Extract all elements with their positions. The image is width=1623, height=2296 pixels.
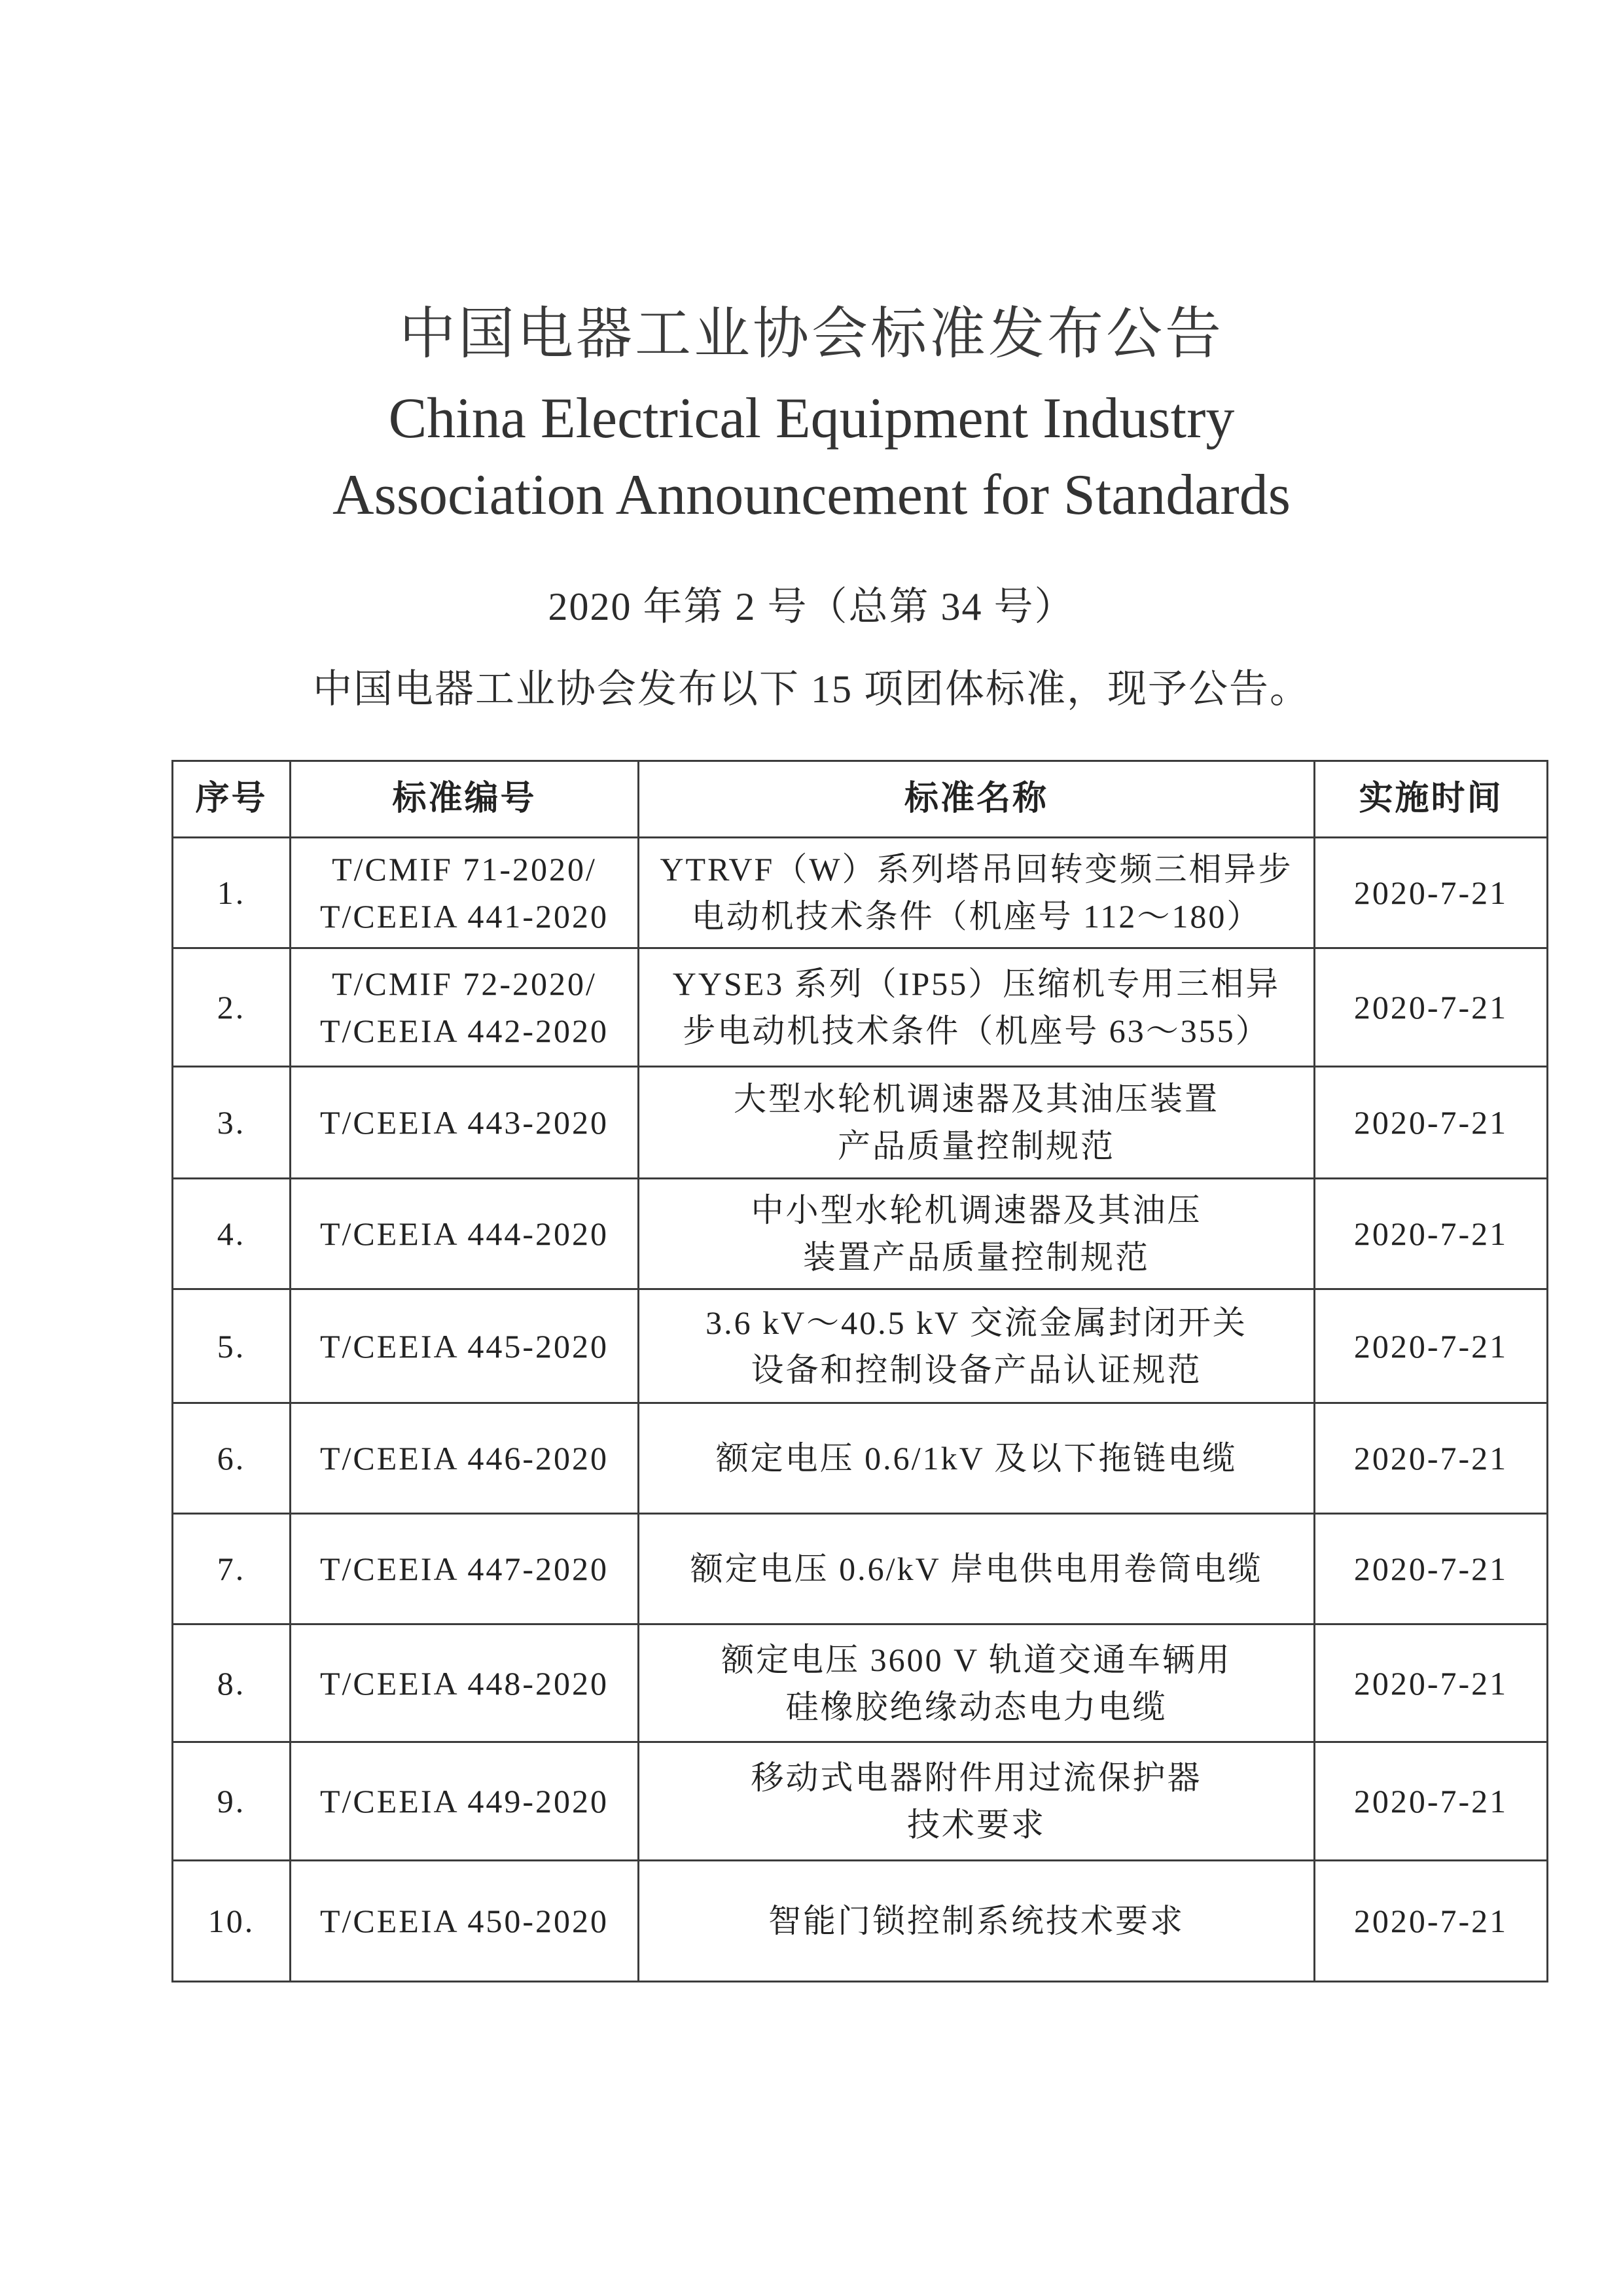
cell-name <box>639 1624 1315 1742</box>
cell-name <box>639 948 1315 1067</box>
cell-index: 1. <box>173 838 291 948</box>
cell-code <box>291 948 639 1067</box>
name-line: YYSE3 系列（IP55）压缩机专用三相异 <box>672 965 1281 1002</box>
table-row <box>173 1861 1548 1982</box>
cell-code <box>291 1289 639 1403</box>
code-line: T/CEEIA 447-2020 <box>319 1551 609 1587</box>
cell-code <box>291 1514 639 1624</box>
name-line: YTRVF（W）系列塔吊回转变频三相异步 <box>660 851 1293 888</box>
cell-code <box>291 1403 639 1514</box>
name-line: 移动式电器附件用过流保护器 <box>751 1759 1202 1796</box>
name-line: 硅橡胶绝缘动态电力电缆 <box>785 1688 1168 1725</box>
name-line: 大型水轮机调速器及其油压装置 <box>734 1081 1219 1117</box>
intro-text: 中国电器工业协会发布以下 15 项团体标准，现予公告。 <box>313 668 1310 711</box>
cell-date: 2020-7-21 <box>1315 838 1548 948</box>
cell-name <box>639 1179 1315 1289</box>
cell-code <box>291 838 639 948</box>
header-code: 标准编号 <box>291 761 639 838</box>
code-line: T/CEEIA 445-2020 <box>319 1327 609 1365</box>
code-line: T/CEEIA 442-2020 <box>319 1013 609 1049</box>
cell-index: 3. <box>173 1067 291 1179</box>
header-name: 标准名称 <box>639 761 1315 838</box>
table-row <box>173 1067 1548 1179</box>
cell-name <box>639 1289 1315 1403</box>
name-line: 智能门锁控制系统技术要求 <box>768 1903 1185 1939</box>
code-line: T/CMIF 72-2020/ <box>332 965 597 1002</box>
table-row <box>173 1742 1548 1861</box>
code-line: T/CEEIA 441-2020 <box>319 898 609 935</box>
cell-name <box>639 1514 1315 1624</box>
cell-code <box>291 1067 639 1179</box>
table-header-row <box>173 761 1548 838</box>
table-row <box>173 1179 1548 1289</box>
name-line: 设备和控制设备产品认证规范 <box>751 1351 1202 1388</box>
cell-name <box>639 1861 1315 1982</box>
code-line: T/CEEIA 446-2020 <box>319 1440 609 1477</box>
code-line: T/CEEIA 443-2020 <box>319 1104 609 1141</box>
cell-index: 8. <box>173 1624 291 1742</box>
name-line: 技术要求 <box>907 1806 1046 1843</box>
cell-index: 6. <box>173 1403 291 1514</box>
cell-code <box>291 1624 639 1742</box>
code-line: T/CEEIA 444-2020 <box>319 1215 609 1252</box>
cell-index: 2. <box>173 948 291 1067</box>
cell-date: 2020-7-21 <box>1315 948 1548 1067</box>
cell-index: 4. <box>173 1179 291 1289</box>
table-row <box>173 1403 1548 1514</box>
cell-date: 2020-7-21 <box>1315 1742 1548 1861</box>
cell-index: 7. <box>173 1514 291 1624</box>
cell-date: 2020-7-21 <box>1315 1514 1548 1624</box>
table-row <box>173 838 1548 948</box>
cell-date: 2020-7-21 <box>1315 1861 1548 1982</box>
table-row <box>173 948 1548 1067</box>
header-date: 实施时间 <box>1315 761 1548 838</box>
announcement-title-cn: 中国电器工业协会标准发布公告 <box>399 301 1224 367</box>
cell-name <box>639 1403 1315 1514</box>
cell-index: 5. <box>173 1289 291 1403</box>
name-line: 额定电压 3600 V 轨道交通车辆用 <box>721 1641 1232 1678</box>
cell-code <box>291 1742 639 1861</box>
cell-date: 2020-7-21 <box>1315 1624 1548 1742</box>
table-row <box>173 1624 1548 1742</box>
cell-code <box>291 1179 639 1289</box>
code-line: T/CEEIA 449-2020 <box>319 1783 609 1820</box>
standards-table <box>171 760 1548 1982</box>
cell-code <box>291 1861 639 1982</box>
table-row <box>173 1289 1548 1403</box>
issue-number: 2020 年第 2 号（总第 34 号） <box>548 585 1075 628</box>
announcement-title-en-line1: China Electrical Equipment Industry <box>388 387 1235 450</box>
code-line: T/CEEIA 450-2020 <box>319 1903 609 1939</box>
cell-index: 9. <box>173 1742 291 1861</box>
name-line: 额定电压 0.6/1kV 及以下拖链电缆 <box>715 1440 1238 1477</box>
name-line: 3.6 kV～40.5 kV 交流金属封闭开关 <box>705 1304 1247 1341</box>
cell-name <box>639 1067 1315 1179</box>
name-line: 额定电压 0.6/kV 岸电供电用卷筒电缆 <box>690 1551 1263 1587</box>
cell-index: 10. <box>173 1861 291 1982</box>
cell-date: 2020-7-21 <box>1315 1067 1548 1179</box>
cell-date: 2020-7-21 <box>1315 1289 1548 1403</box>
cell-name <box>639 838 1315 948</box>
code-line: T/CEEIA 448-2020 <box>319 1664 609 1702</box>
cell-date: 2020-7-21 <box>1315 1179 1548 1289</box>
table-row <box>173 1514 1548 1624</box>
cell-name <box>639 1742 1315 1861</box>
code-line: T/CMIF 71-2020/ <box>332 851 597 888</box>
name-line: 电动机技术条件（机座号 112～180） <box>691 898 1262 935</box>
name-line: 装置产品质量控制规范 <box>803 1239 1150 1276</box>
name-line: 步电动机技术条件（机座号 63～355） <box>683 1013 1270 1049</box>
header-index: 序号 <box>173 761 291 838</box>
cell-date: 2020-7-21 <box>1315 1403 1548 1514</box>
name-line: 中小型水轮机调速器及其油压 <box>751 1192 1202 1229</box>
announcement-title-en-line2: Association Announcement for Standards <box>332 463 1291 527</box>
name-line: 产品质量控制规范 <box>838 1128 1115 1164</box>
